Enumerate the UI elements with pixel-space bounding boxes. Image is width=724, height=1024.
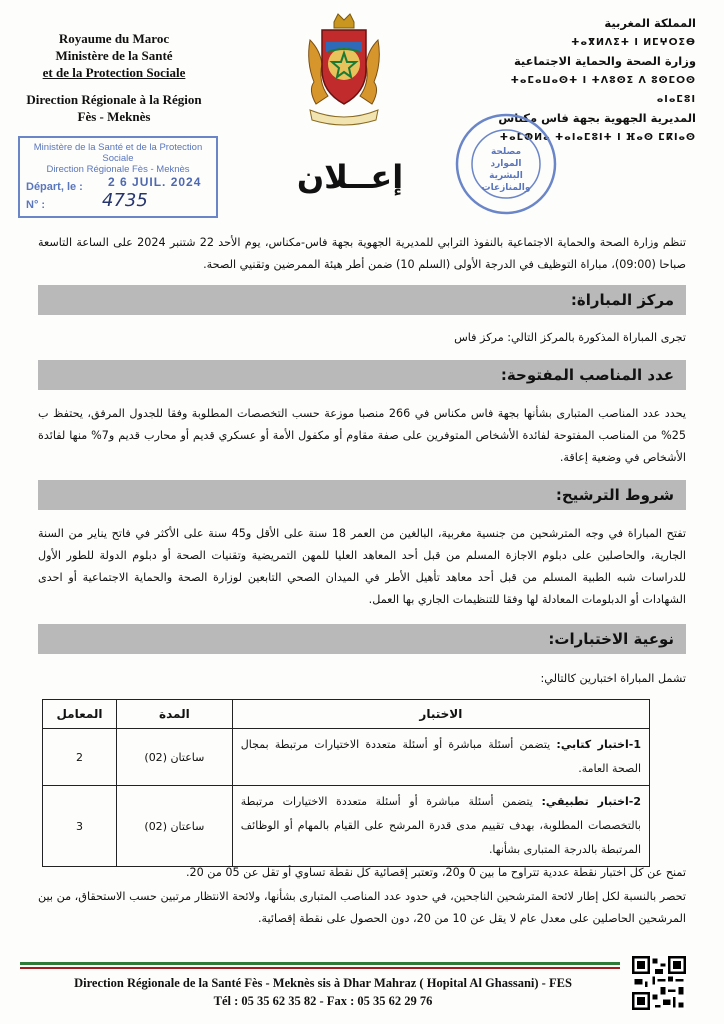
intro-paragraph: تنظم وزارة الصحة والحماية الاجتماعية بالنفوذ الترابي للمديرية الجهوية بجهة فاس-مكناس، يوم الأحد 22 شتنبر 2024 على الساعة التاسعة صباحا (09:00)، مباراة التوظيف في الدرجة الأولى (السلم 10) ضمن أطر هيئة الممرضين وتقنيي الصحة.: [38, 236, 686, 271]
stamp-line2: Direction Régionale Fès - Meknès: [46, 164, 190, 175]
footer-rule-green: [20, 962, 620, 965]
header-ar-line5: المديرية الجهوية بجهة فاس مكناس: [498, 111, 696, 125]
section-heading-center: مركز المباراة:: [38, 285, 686, 315]
test-desc: يتضمن أسئلة مباشرة أو أسئلة متعددة الاختيارات مرتبطة بالتخصصات المطلوبة، بهدف تقييم مدى قدرة المرشح على القيام بالمهام أو الوظائف المرتبطة بالدرجة المتبارى بشأنها.: [240, 795, 641, 856]
closing-paragraph-1: تمنح عن كل اختبار نقطة عددية تتراوح ما بين 0 و20، وتعتبر إقصائية كل نقطة تساوي أو تقل عن 05 من 20.: [185, 866, 686, 879]
header-fr-line2: Ministère de la Santé: [55, 48, 173, 63]
section-body-conditions: تفتح المباراة في وجه المترشحين من جنسية مغربية، البالغين من العمر 18 سنة على الأقل و45 سنة على الأكثر في فاتح يناير من السنة الجارية، والحاصلين على دبلوم الاجازة المسلم من قبل أحد المعاهد العليا للمهن التمريضية وتقنيات الصحة أو دبلوم الدولة للطور الأول للدراسات شبه الطبية المسلم من قبل أحد معاهد تأهيل الأطر في الميدان الصحي التابعين لوزارة الصحة والحماية الاجتماعية أو احدى الشهادات أو الدبلومات المعادلة لها وفقا للتنظيمات الجاري بها العمل.: [38, 527, 687, 606]
test-desc: يتضمن أسئلة مباشرة أو أسئلة متعددة الاختيارات مرتبطة بمجال الصحة العامة.: [240, 738, 641, 775]
qr-code-icon: [632, 956, 686, 1010]
footer-phone: Tél : 05 35 62 35 82 - Fax : 05 35 62 29 76: [213, 994, 433, 1008]
stamp-number: 4735: [102, 190, 148, 211]
coat-of-arms-icon: [288, 12, 400, 130]
test-name: 1-اختبار كتابي:: [556, 738, 641, 751]
closing-paragraph-2: تحصر بالنسبة لكل إطار لائحة المترشحين الناجحين، في حدود عدد المناصب المتبارى بشأنها، ولائحة الانتظار مرتبين حسب الاستحقاق، من بين المرشحين الحاصلين على معدل عام لا يقل عن 10 من 20، دون الحصول على نقطة إقصائية.: [38, 890, 686, 925]
section-heading-posts: عدد المناصب المفتوحة:: [38, 360, 686, 390]
round-stamp-text: مصلحة الموارد البشرية والمنازعات: [481, 147, 531, 193]
header-fr-line1: Royaume du Maroc: [58, 31, 170, 46]
tests-table: [42, 699, 650, 867]
stamp-line1: Ministère de la Santé et de la Protection Sociale: [33, 142, 203, 164]
section-heading-tests: نوعية الاختبارات:: [38, 624, 686, 654]
table-cell-duration: ساعتان (02): [116, 786, 232, 867]
header-fr-line3: et de la Protection Sociale: [42, 65, 186, 80]
table-cell-coef: 3: [43, 786, 117, 867]
header-fr-line5: Fès - Meknès: [77, 109, 151, 124]
footer-rule-red: [20, 967, 620, 969]
header-ar-line3: وزارة الصحة والحماية الاجتماعية: [513, 54, 696, 68]
table-cell-duration: ساعتان (02): [116, 729, 232, 786]
table-row: [43, 729, 650, 786]
section-heading-conditions: شروط الترشيح:: [38, 480, 686, 510]
table-header-row: [43, 700, 650, 729]
table-header-duration: المدة: [116, 700, 232, 729]
footer-address: Direction Régionale de la Santé Fès - Meknès sis à Dhar Mahraz ( Hopital Al Ghassani) - FES: [74, 976, 572, 990]
header-french: [14, 30, 214, 125]
stamp-depart-label: Départ, le :: [26, 181, 83, 193]
header-ar-line1: المملكة المغربية: [604, 16, 696, 30]
test-name: 2-اختبار تطبيقي:: [541, 795, 641, 808]
stamp-depart-date: 2 6 JUIL. 2024: [108, 175, 202, 189]
stamp-number-label: N° :: [26, 199, 46, 211]
page-title: إعــلان: [296, 158, 404, 196]
table-cell-coef: 2: [43, 729, 117, 786]
departure-stamp: [18, 136, 218, 218]
table-cell-test: [232, 786, 649, 867]
header-ar-line2: ⵜⴰⴳⵍⴷⵉⵜ ⵏ ⵍⵎⵖⵔⵉⴱ: [571, 37, 696, 48]
header-ar-line6: ⵜⴰⵎⵀⵍⴰ ⵜⴰⵏⴰⵎⵓⵏⵜ ⵏ ⴼⴰⵙ ⵎⴽⵏⴰⵙ: [499, 132, 696, 143]
table-header-coef: المعامل: [43, 700, 117, 729]
section-intro-tests: تشمل المباراة اختبارين كالتالي:: [540, 672, 686, 685]
section-body-posts: يحدد عدد المناصب المتبارى بشأنها بجهة فاس مكناس في 266 منصبا موزعة حسب التخصصات المطلوبة وفقا للجدول المرفق، يحتفظ ب 25% من المناصب المفتوحة لفائدة الأشخاص المتوفرين على صفة مقاوم أو مكفول الأمة أو عسكري قديم أو محارب قديم و7% منها لفائدة الأشخاص في وضعية إعاقة.: [38, 407, 687, 464]
header-ar-line4: ⵜⴰⵎⴰⵡⴰⵙⵜ ⵏ ⵜⴷⵓⵙⵉ ⴷ ⵓⵙⵎⵔⵙ ⴰⵏⴰⵎⵓⵏ: [510, 75, 696, 105]
table-row: [43, 786, 650, 867]
section-body-center: تجرى المباراة المذكورة بالمركز التالي: مركز فاس: [454, 331, 686, 344]
header-fr-line4: Direction Régionale à la Région: [26, 92, 202, 107]
table-cell-test: [232, 729, 649, 786]
footer: [18, 974, 628, 1010]
table-header-test: الاختبار: [232, 700, 649, 729]
